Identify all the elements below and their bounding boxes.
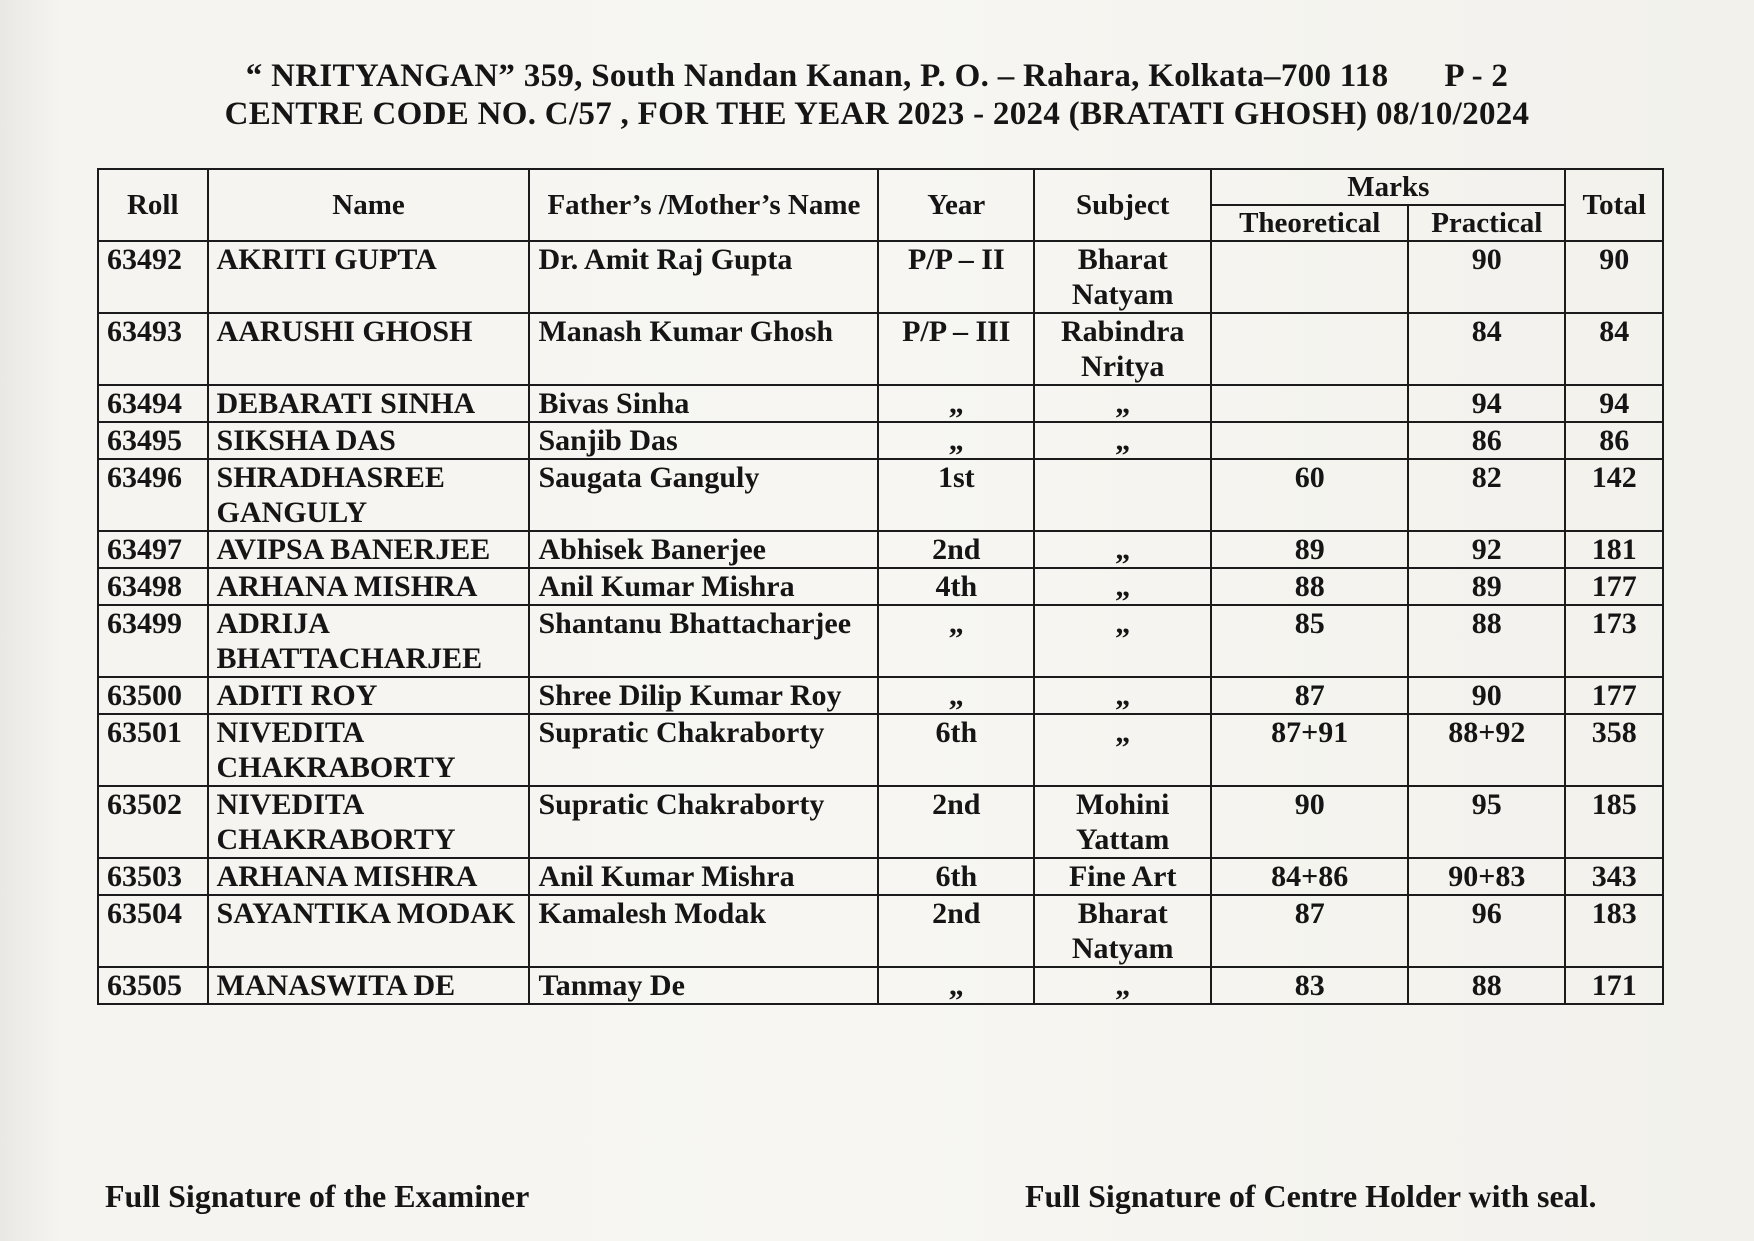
- cell-theoretical: 84+86: [1211, 858, 1408, 895]
- table-row: [98, 459, 1663, 531]
- cell-year: „: [878, 967, 1034, 1004]
- cell-year: 2nd: [878, 531, 1034, 568]
- cell-name: DEBARATI SINHA: [208, 385, 530, 422]
- cell-subject: „: [1034, 714, 1211, 786]
- cell-subject: „: [1034, 605, 1211, 677]
- cell-theoretical: [1211, 313, 1408, 385]
- cell-roll: 63503: [98, 858, 208, 895]
- cell-practical: 90: [1408, 677, 1565, 714]
- cell-year: 4th: [878, 568, 1034, 605]
- cell-parent-name: Kamalesh Modak: [529, 895, 878, 967]
- cell-parent-name: Bivas Sinha: [529, 385, 878, 422]
- cell-parent-name: Manash Kumar Ghosh: [529, 313, 878, 385]
- centre-holder-signature-label: Full Signature of Centre Holder with seal.: [1025, 1178, 1597, 1214]
- cell-subject: „: [1034, 531, 1211, 568]
- cell-subject: „: [1034, 568, 1211, 605]
- centre-code-line: CENTRE CODE NO. C/57 , FOR THE YEAR 2023 - 2024 (BRATATI GHOSH) 08/10/2024: [224, 96, 1530, 132]
- cell-practical: 84: [1408, 313, 1565, 385]
- cell-name: AVIPSA BANERJEE: [208, 531, 530, 568]
- col-year-header: Year: [878, 169, 1034, 241]
- cell-year: 2nd: [878, 895, 1034, 967]
- cell-practical: 88+92: [1408, 714, 1565, 786]
- cell-subject: „: [1034, 422, 1211, 459]
- cell-theoretical: 85: [1211, 605, 1408, 677]
- cell-name: ADITI ROY: [208, 677, 530, 714]
- cell-year: 2nd: [878, 786, 1034, 858]
- cell-theoretical: [1211, 385, 1408, 422]
- cell-name: AARUSHI GHOSH: [208, 313, 530, 385]
- marks-table-header: [98, 169, 1663, 241]
- cell-theoretical: 83: [1211, 967, 1408, 1004]
- cell-practical: 95: [1408, 786, 1565, 858]
- cell-total: 358: [1565, 714, 1663, 786]
- cell-total: 177: [1565, 677, 1663, 714]
- cell-year: 6th: [878, 714, 1034, 786]
- table-row: [98, 385, 1663, 422]
- cell-parent-name: Tanmay De: [529, 967, 878, 1004]
- cell-subject: Fine Art: [1034, 858, 1211, 895]
- col-name-header: Name: [208, 169, 530, 241]
- table-row: [98, 313, 1663, 385]
- table-row: [98, 531, 1663, 568]
- cell-year: P/P – II: [878, 241, 1034, 313]
- cell-parent-name: Supratic Chakraborty: [529, 786, 878, 858]
- cell-practical: 90: [1408, 241, 1565, 313]
- cell-parent-name: Anil Kumar Mishra: [529, 568, 878, 605]
- cell-theoretical: 89: [1211, 531, 1408, 568]
- cell-name: MANASWITA DE: [208, 967, 530, 1004]
- cell-theoretical: [1211, 422, 1408, 459]
- cell-roll: 63496: [98, 459, 208, 531]
- cell-year: 6th: [878, 858, 1034, 895]
- cell-subject: Mohini Yattam: [1034, 786, 1211, 858]
- cell-roll: 63504: [98, 895, 208, 967]
- table-row: [98, 786, 1663, 858]
- cell-parent-name: Shree Dilip Kumar Roy: [529, 677, 878, 714]
- cell-year: P/P – III: [878, 313, 1034, 385]
- table-row: [98, 677, 1663, 714]
- table-row: [98, 714, 1663, 786]
- cell-parent-name: Abhisek Banerjee: [529, 531, 878, 568]
- cell-name: SHRADHASREE GANGULY: [208, 459, 530, 531]
- cell-theoretical: 60: [1211, 459, 1408, 531]
- cell-parent-name: Dr. Amit Raj Gupta: [529, 241, 878, 313]
- cell-theoretical: [1211, 241, 1408, 313]
- examiner-signature-label: Full Signature of the Examiner: [105, 1178, 530, 1214]
- cell-roll: 63497: [98, 531, 208, 568]
- cell-practical: 88: [1408, 605, 1565, 677]
- cell-practical: 96: [1408, 895, 1565, 967]
- table-row: [98, 605, 1663, 677]
- cell-roll: 63505: [98, 967, 208, 1004]
- cell-practical: 89: [1408, 568, 1565, 605]
- cell-total: 142: [1565, 459, 1663, 531]
- cell-name: SAYANTIKA MODAK: [208, 895, 530, 967]
- cell-total: 343: [1565, 858, 1663, 895]
- table-row: [98, 241, 1663, 313]
- institute-address: “ NRITYANGAN” 359, South Nandan Kanan, P. O. – Rahara, Kolkata–700 118: [245, 58, 1389, 94]
- col-parent-header: Father’s /Mother’s Name: [529, 169, 878, 241]
- cell-total: 183: [1565, 895, 1663, 967]
- cell-practical: 88: [1408, 967, 1565, 1004]
- marks-table-body: [98, 241, 1663, 1004]
- cell-total: 185: [1565, 786, 1663, 858]
- cell-roll: 63502: [98, 786, 208, 858]
- col-roll-header: Roll: [98, 169, 208, 241]
- cell-total: 84: [1565, 313, 1663, 385]
- cell-name: NIVEDITA CHAKRABORTY: [208, 786, 530, 858]
- cell-subject: „: [1034, 967, 1211, 1004]
- cell-total: 177: [1565, 568, 1663, 605]
- cell-name: ARHANA MISHRA: [208, 858, 530, 895]
- table-row: [98, 967, 1663, 1004]
- cell-parent-name: Saugata Ganguly: [529, 459, 878, 531]
- cell-subject: „: [1034, 385, 1211, 422]
- cell-roll: 63498: [98, 568, 208, 605]
- cell-subject: „: [1034, 677, 1211, 714]
- cell-roll: 63500: [98, 677, 208, 714]
- institute-address-line: [0, 58, 1754, 95]
- table-row: [98, 895, 1663, 967]
- cell-name: AKRITI GUPTA: [208, 241, 530, 313]
- table-row: [98, 858, 1663, 895]
- header-row-1: [98, 169, 1663, 205]
- cell-parent-name: Supratic Chakraborty: [529, 714, 878, 786]
- cell-roll: 63492: [98, 241, 208, 313]
- cell-year: 1st: [878, 459, 1034, 531]
- cell-roll: 63495: [98, 422, 208, 459]
- col-practical-header: Practical: [1408, 205, 1565, 241]
- cell-practical: 92: [1408, 531, 1565, 568]
- cell-subject: Bharat Natyam: [1034, 895, 1211, 967]
- marks-table: [97, 168, 1664, 1005]
- cell-parent-name: Sanjib Das: [529, 422, 878, 459]
- cell-year: „: [878, 385, 1034, 422]
- table-row: [98, 568, 1663, 605]
- cell-total: 90: [1565, 241, 1663, 313]
- cell-practical: 86: [1408, 422, 1565, 459]
- cell-subject: Bharat Natyam: [1034, 241, 1211, 313]
- table-row: [98, 422, 1663, 459]
- cell-roll: 63494: [98, 385, 208, 422]
- cell-subject: [1034, 459, 1211, 531]
- cell-theoretical: 88: [1211, 568, 1408, 605]
- cell-total: 181: [1565, 531, 1663, 568]
- col-theoretical-header: Theoretical: [1211, 205, 1408, 241]
- cell-name: ADRIJA BHATTACHARJEE: [208, 605, 530, 677]
- col-total-header: Total: [1565, 169, 1663, 241]
- cell-roll: 63493: [98, 313, 208, 385]
- cell-total: 86: [1565, 422, 1663, 459]
- cell-parent-name: Shantanu Bhattacharjee: [529, 605, 878, 677]
- cell-theoretical: 90: [1211, 786, 1408, 858]
- cell-total: 173: [1565, 605, 1663, 677]
- cell-theoretical: 87+91: [1211, 714, 1408, 786]
- col-marks-header: Marks: [1211, 169, 1565, 205]
- cell-name: ARHANA MISHRA: [208, 568, 530, 605]
- cell-theoretical: 87: [1211, 677, 1408, 714]
- cell-subject: Rabindra Nritya: [1034, 313, 1211, 385]
- cell-year: „: [878, 605, 1034, 677]
- cell-roll: 63499: [98, 605, 208, 677]
- cell-name: SIKSHA DAS: [208, 422, 530, 459]
- col-subject-header: Subject: [1034, 169, 1211, 241]
- cell-parent-name: Anil Kumar Mishra: [529, 858, 878, 895]
- cell-total: 94: [1565, 385, 1663, 422]
- cell-name: NIVEDITA CHAKRABORTY: [208, 714, 530, 786]
- page-number: P - 2: [1444, 58, 1509, 94]
- cell-practical: 94: [1408, 385, 1565, 422]
- cell-roll: 63501: [98, 714, 208, 786]
- cell-year: „: [878, 422, 1034, 459]
- cell-practical: 82: [1408, 459, 1565, 531]
- cell-practical: 90+83: [1408, 858, 1565, 895]
- cell-year: „: [878, 677, 1034, 714]
- cell-theoretical: 87: [1211, 895, 1408, 967]
- cell-total: 171: [1565, 967, 1663, 1004]
